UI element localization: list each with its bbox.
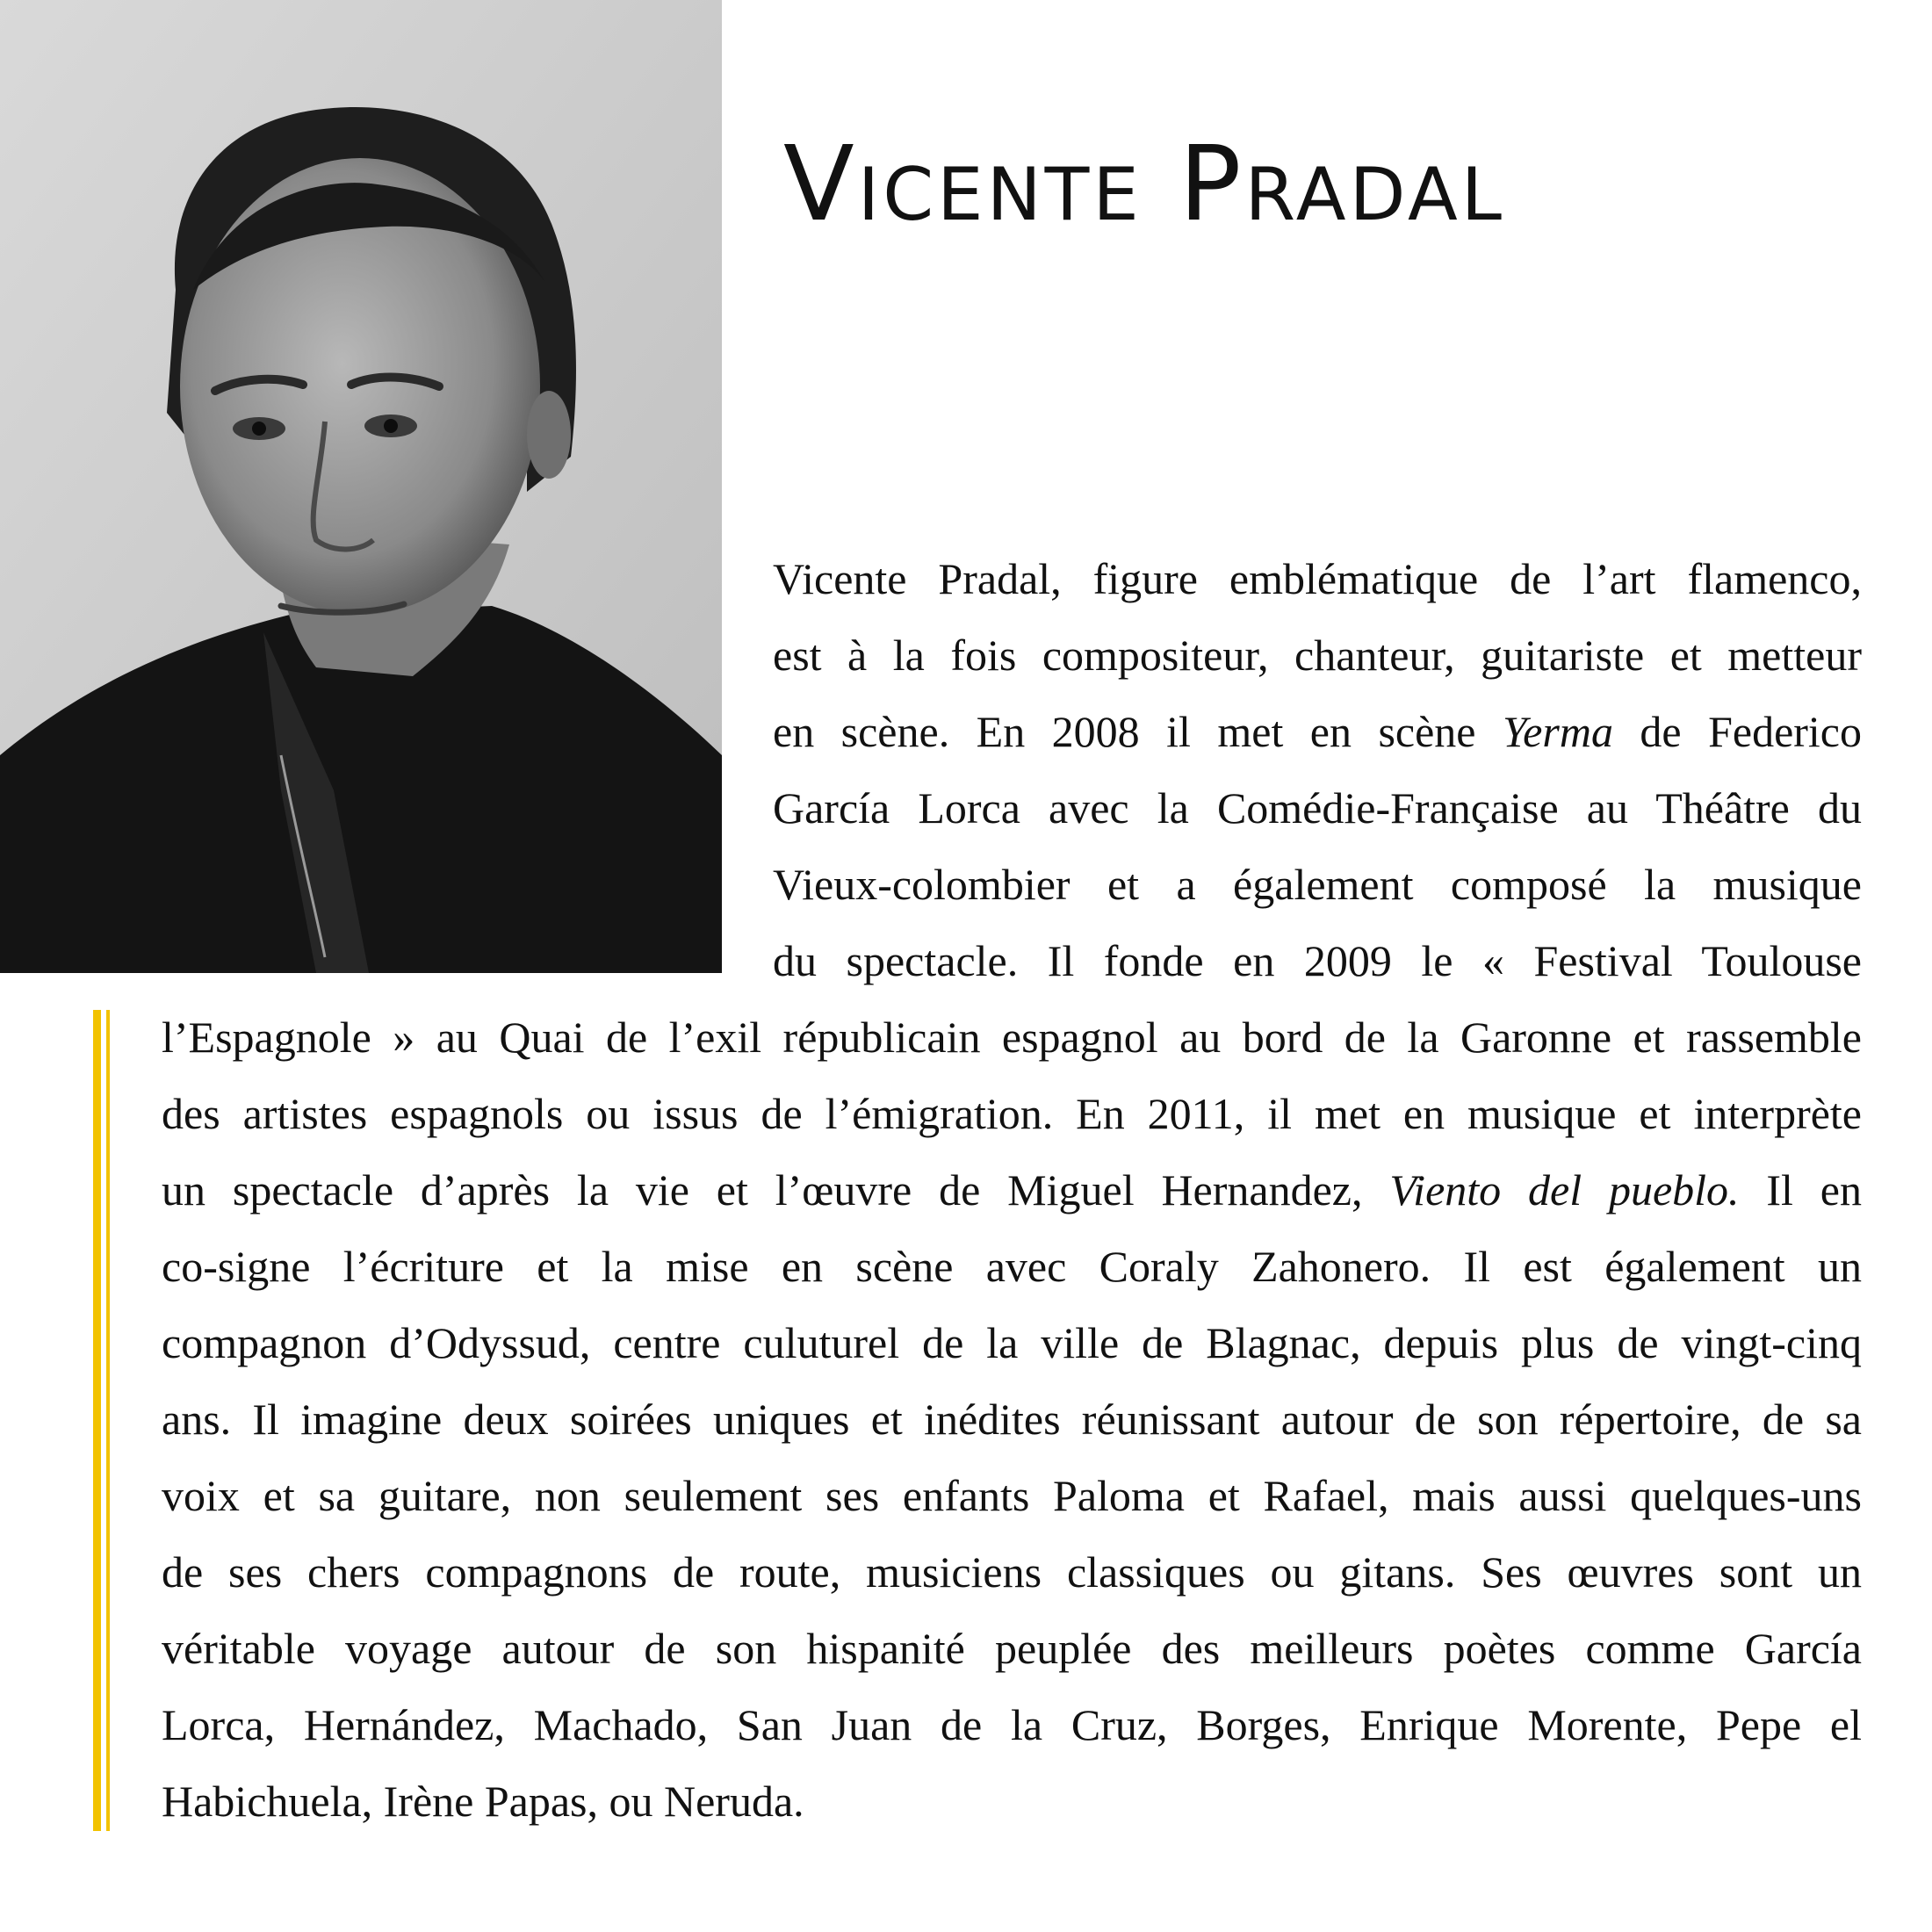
bio-text: en scène. En 2008 il met en scène (773, 707, 1503, 756)
work-title-yerma: Yerma (1502, 707, 1613, 756)
bio-text: un spectacle d’après la vie et l’œuvre de Miguel Hernandez, (162, 1165, 1390, 1215)
bio-line: García Lorca avec la Comédie-Française au Théâtre du (773, 783, 1862, 833)
bio-line: compagnon d’Odyssud, centre culuturel de la ville de Blagnac, depuis plus de vingt-cinq (162, 1318, 1862, 1367)
portrait-photo (0, 0, 722, 973)
bio-line: est à la fois compositeur, chanteur, guitariste et metteur (773, 631, 1862, 680)
accent-bar-thin (106, 1010, 110, 1831)
page-title: Vicente Pradal (783, 123, 1506, 244)
work-title-viento-del-pueblo: Viento del pueblo. (1389, 1165, 1740, 1215)
bio-line-last: Habichuela, Irène Papas, ou Neruda. (162, 1777, 804, 1826)
bio-line: Vicente Pradal, figure emblématique de l’art flamenco, (773, 554, 1862, 603)
bio-line: voix et sa guitare, non seulement ses enfants Paloma et Rafael, mais aussi quelques-uns (162, 1471, 1862, 1520)
biography-body (162, 999, 1862, 1840)
bio-text: Il en (1739, 1165, 1862, 1215)
bio-line: de ses chers compagnons de route, musiciens classiques ou gitans. Ses œuvres sont un (162, 1547, 1862, 1597)
bio-line: du spectacle. Il fonde en 2009 le « Festival Toulouse (773, 936, 1862, 985)
bio-line (162, 1152, 1862, 1229)
bio-text: de Federico (1612, 707, 1862, 756)
bio-line: co-signe l’écriture et la mise en scène avec Coraly Zahonero. Il est également un (162, 1242, 1862, 1291)
bio-line: des artistes espagnols ou issus de l’émigration. En 2011, il met en musique et interprète (162, 1089, 1862, 1138)
bio-line: Lorca, Hernández, Machado, San Juan de la Cruz, Borges, Enrique Morente, Pepe el (162, 1700, 1862, 1749)
bio-line: l’Espagnole » au Quai de l’exil républicain espagnol au bord de la Garonne et rassemble (162, 1013, 1862, 1062)
bio-line: véritable voyage autour de son hispanité peuplée des meilleurs poètes comme García (162, 1624, 1862, 1673)
bio-line (773, 694, 1862, 770)
bio-line: Vieux-colombier et a également composé la musique (773, 860, 1862, 909)
accent-bar (93, 1010, 101, 1831)
bio-line: ans. Il imagine deux soirées uniques et inédites réunissant autour de son répertoire, de sa (162, 1395, 1862, 1444)
biography-intro (773, 541, 1862, 999)
portrait-illustration (0, 0, 722, 973)
